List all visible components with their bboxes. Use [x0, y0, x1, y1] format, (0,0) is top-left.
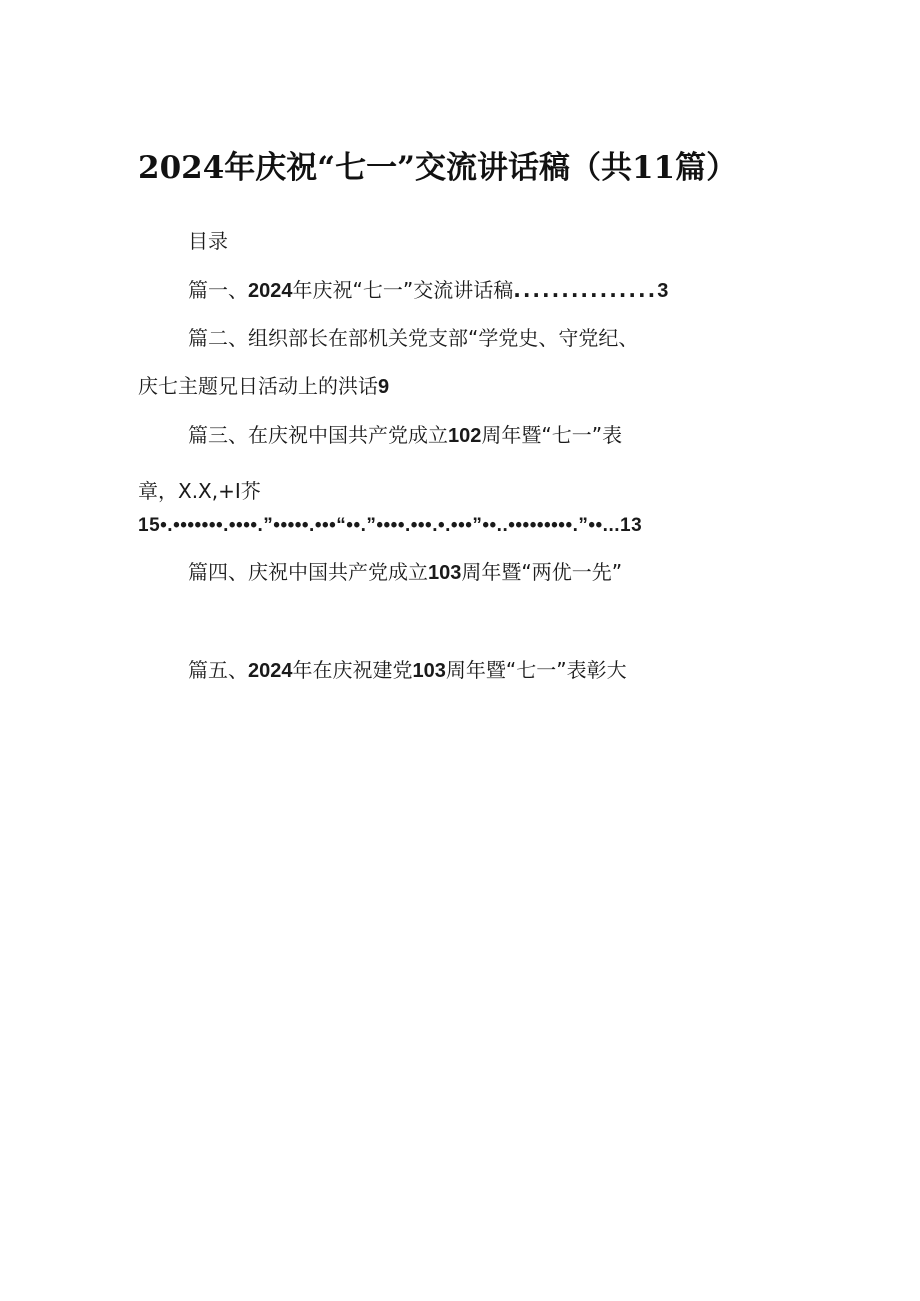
toc-entry-1-page: 3 [657, 280, 669, 302]
toc-entry-5-prefix: 篇五、 [188, 658, 248, 682]
toc-entry-5-number: 103 [412, 660, 446, 682]
toc-entry-5[interactable] [188, 656, 627, 685]
toc-entry-5-suffix: 周年暨“七一”表彰大 [445, 658, 627, 682]
toc-entry-3-line-2[interactable]: 章，X.X,+I芥 [138, 479, 261, 503]
toc-entry-1-prefix: 篇一、 [188, 278, 248, 302]
toc-entry-2-line-2-text: 庆七主题兄日活动上的洪话 [138, 374, 378, 398]
toc-entry-4-suffix: 周年暨“两优一先” [461, 560, 623, 584]
toc-entry-1-year: 2024 [248, 280, 293, 302]
toc-entry-5-middle: 年在庆祝建党 [292, 658, 413, 682]
toc-entry-2-line-2[interactable] [138, 372, 389, 401]
toc-heading: 目录 [188, 229, 228, 253]
document-title: 2024年庆祝“七一”交流讲话稿（共11篇） [138, 150, 738, 186]
toc-entry-2-line-1[interactable]: 篇二、组织部长在部机关党支部“学党史、守党纪、 [188, 326, 639, 350]
toc-entry-1-text: 年庆祝“七一”交流讲话稿 [292, 278, 514, 302]
toc-entry-3-line-1[interactable] [188, 421, 622, 450]
toc-entry-3-suffix: 周年暨“七一”表 [481, 423, 623, 447]
toc-entry-5-year: 2024 [248, 660, 293, 682]
toc-entry-4-number: 103 [428, 562, 462, 584]
toc-entry-4-prefix: 篇四、庆祝中国共产党成立 [188, 560, 428, 584]
toc-entry-1[interactable] [188, 276, 668, 305]
toc-entry-3-line-3[interactable]: 15•.•••••••.••••.”•••••.•••“••.”••••.•••.•.•••”••..•••••••••.”••...13 [138, 515, 643, 536]
toc-entry-2-page: 9 [378, 376, 390, 398]
toc-entry-3-number: 102 [448, 425, 482, 447]
toc-entry-4[interactable] [188, 558, 622, 587]
toc-entry-1-dots: ............... [513, 278, 658, 302]
toc-entry-3-prefix: 篇三、在庆祝中国共产党成立 [188, 423, 448, 447]
